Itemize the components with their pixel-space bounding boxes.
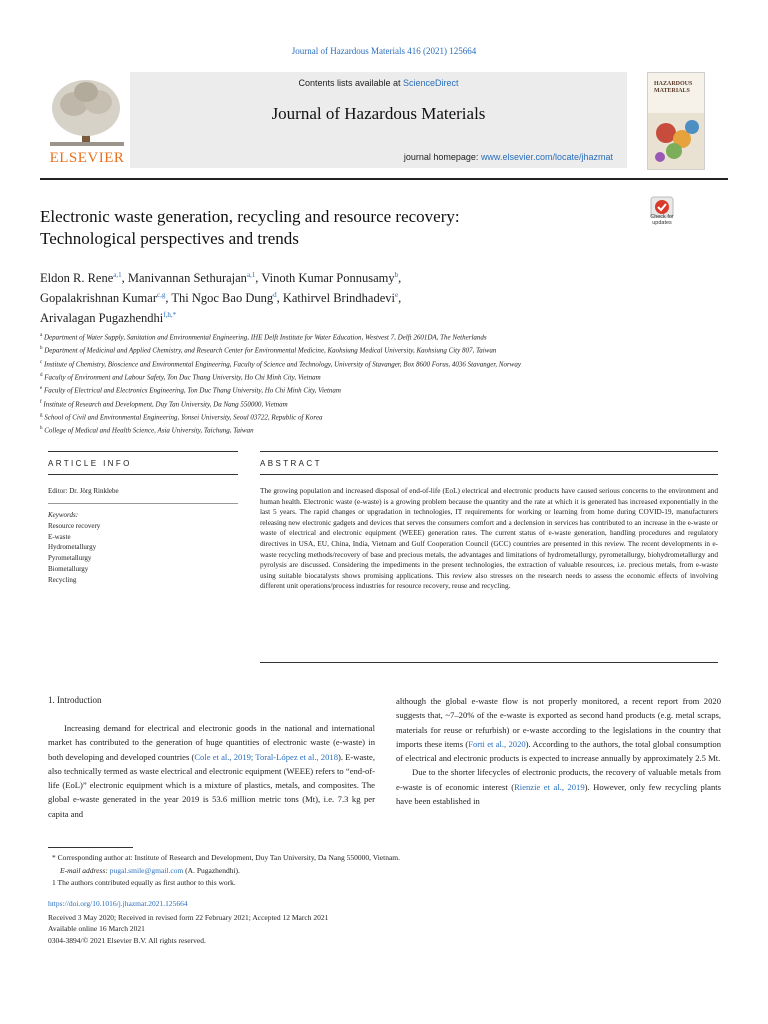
- keywords-block: [48, 510, 100, 586]
- keyword: Pyrometallurgy: [48, 554, 92, 563]
- author[interactable]: Arivalagan Pugazhendhi$^{f,h,*}$: [40, 311, 177, 326]
- affiliation: $^c$ Institute of Chemistry, Bioscience and Environmental Engineering, Faculty of Science and Technology, University of Stavanger, Box 8600 Forus, 4036 Stavanger, Norway: [40, 359, 521, 368]
- affiliation: $^e$ Faculty of Electrical and Electronics Engineering, Ton Duc Thang University, Ho Chi Minh City, Vietnam: [40, 386, 341, 395]
- author[interactable]: Gopalakrishnan Kumar$^{c,g}$: [40, 291, 166, 306]
- sciencedirect-link[interactable]: ScienceDirect: [403, 78, 459, 88]
- cover-title: HAZARDOUS MATERIALS: [654, 81, 693, 94]
- article-title: [40, 206, 620, 250]
- keyword: Recycling: [48, 575, 77, 584]
- keyword: Hydrometallurgy: [48, 543, 97, 552]
- affiliation: $^f$ Institute of Research and Development, Duy Tan University, Da Nang 550000, Vietnam: [40, 399, 288, 408]
- body-paragraph: Due to the shorter lifecycles of electronic products, the recovery of valuable metals from e-waste is of economic interest (Rienzie et al., 2019). However, only few recycling plants have been established in: [396, 767, 721, 807]
- keyword: Biometallurgy: [48, 564, 89, 573]
- article-info-rule: [48, 474, 238, 475]
- affiliation-list: [40, 330, 730, 437]
- journal-cover-thumbnail[interactable]: [647, 72, 705, 170]
- article-title-line-1: Electronic waste generation, recycling and resource recovery:: [40, 207, 460, 226]
- article-info-rule-top: [48, 451, 238, 452]
- contents-prefix: Contents lists available at: [298, 78, 404, 88]
- body-column-left: [48, 721, 375, 821]
- citation-link[interactable]: Forti et al., 2020: [468, 738, 526, 749]
- available-online: Available online 16 March 2021: [48, 924, 145, 934]
- editor-rule: [48, 503, 238, 504]
- doi-link[interactable]: https://doi.org/10.1016/j.jhazmat.2021.125664: [48, 899, 188, 908]
- keyword: Resource recovery: [48, 521, 101, 530]
- corresponding-author-note: * Corresponding author at: Institute of Research and Development, Duy Tan University, Da Nang 550000, Vietnam.: [52, 853, 400, 862]
- citation-link[interactable]: Rienzie et al., 2019: [514, 781, 585, 792]
- section-heading-introduction: 1. Introduction: [48, 695, 102, 705]
- abstract-heading: ABSTRACT: [260, 459, 322, 468]
- elsevier-wordmark: ELSEVIER: [49, 150, 125, 166]
- affiliation: $^g$ School of Civil and Environmental Engineering, Yonsei University, Seoul 03722, Republic of Korea: [40, 412, 323, 422]
- header-rule: [40, 178, 728, 180]
- author[interactable]: Kathirvel Brindhadevi$^e$: [282, 291, 399, 306]
- abstract-rule: [260, 474, 718, 475]
- affiliation: $^d$ Faculty of Environment and Labour Safety, Ton Duc Thang University, Ho Chi Minh City, Vietnam: [40, 372, 321, 382]
- email-note: E-mail address: pugal.smile@gmail.com (A. Pugazhendhi).: [60, 865, 240, 875]
- keywords-label: Keywords:: [48, 511, 79, 519]
- citation-link[interactable]: Cole et al., 2019; Toral-López et al., 2018: [194, 751, 338, 762]
- editor-line: Editor: Dr. Jörg Rinklebe: [48, 487, 119, 495]
- contents-line: [130, 78, 627, 88]
- equal-contribution-note: 1 The authors contributed equally as first author to this work.: [52, 878, 236, 887]
- copyright: 0304-3894/© 2021 Elsevier B.V. All rights reserved.: [48, 935, 206, 945]
- author-list: Eldon R. Rene$^{a,1}$, Manivannan Sethurajan$^{a,1}$, Vinoth Kumar Ponnusamy$^b$, Gopalakrishnan Kumar$^{c,g}$, Thi Ngoc Bao Dung$^d$, Kathirvel Brindhadevi$^e$, Arivalagan Pugazhendhi$^{f,h,*}$: [40, 271, 402, 326]
- affiliation: $^a$ Department of Water Supply, Sanitation and Environmental Engineering, IHE Delft Institute for Water Education, Westvest 7, Delft 2601DA, The Netherlands: [40, 333, 487, 342]
- check-for-updates-label: Check for updates: [650, 214, 674, 226]
- author[interactable]: Vinoth Kumar Ponnusamy$^b$: [261, 271, 399, 286]
- body-column-right: [396, 694, 721, 808]
- article-info-heading: ARTICLE INFO: [48, 459, 132, 468]
- article-title-line-2: Technological perspectives and trends: [40, 229, 299, 248]
- footnotes: [52, 852, 712, 890]
- abstract-rule-bottom: [260, 662, 718, 663]
- author[interactable]: Eldon R. Rene$^{a,1}$: [40, 271, 122, 286]
- author[interactable]: Thi Ngoc Bao Dung$^d$: [171, 291, 277, 306]
- abstract-rule-top: [260, 451, 718, 452]
- journal-citation-header[interactable]: Journal of Hazardous Materials 416 (2021) 125664: [291, 46, 477, 56]
- article-history: [48, 912, 328, 946]
- homepage-prefix: journal homepage:: [403, 152, 481, 162]
- journal-homepage-link[interactable]: www.elsevier.com/locate/jhazmat: [480, 152, 613, 162]
- affiliation: $^b$ Department of Medicinal and Applied Chemistry, and Research Center for Environmental Medicine, Kaohsiung Medical University, Kaohsiung City 807, Taiwan: [40, 346, 497, 355]
- footnote-rule: [48, 847, 133, 848]
- journal-homepage-line: [130, 152, 627, 162]
- abstract-text: The growing population and increased disposal of end-of-life (EoL) electrical and electronic products have caused serious concerns to the environment and human health. Electronic waste (e-waste) is a growing problem because the quantity and the rate at which it is generated has increased exponentially in the last 5 years. The rapid changes or upgradation in technologies, IT requirements for working or learning from home during COVID-19, manufacturers releasing new electronic gadgets and devices that serves the consumers comfort and a declension in services has contributed to an increase in the e-waste or waste of electrical and electronic equipment (WEEE) generation rates. The current status of e-waste generation, handling procedures and regulatory directives in USA, EU, China, India, Vietnam and Gulf Cooperation Council (GCC) countries are presented in this review. The recent developments in e-waste recycling methods/recovery of base and precious metals, the advantages and limitations of hydrometallurgy, pyrometallurgy, biohydrometallurgy and pyrolysis are discussed. Considering the impediments in the present technologies, the extraction of valuable resources, i.e. precious metals, from e-waste using suitable biocatalysts shows promising applications. This review also stresses on the research needs to assess the economic effects of involving different unit operations/process industries for resource recovery, reuse and recycling.: [260, 486, 718, 591]
- body-paragraph: Increasing demand for electrical and electronic goods in the national and international market has contributed to the generation of huge quantities of electronic waste (e-waste) in both developing and developed countries (Cole et al., 2019; Toral-López et al., 2018). E-waste, also technically termed as waste electrical and electronic equipment (WEEE) refers to “end-of-life (EoL)” electronic equipment which is a mixture of plastics, metals, and composites. The global e-waste generated in the year 2019 is 53.6 million metric tons (Mt), i.e. 7.3 kg per capita and: [48, 723, 375, 819]
- body-paragraph: although the global e-waste flow is not properly monitored, a recent report from 2020 suggests that, ~7–20% of the e-waste is exported as second hand products (e.g. metal scraps, materials for reuse or refurbish) or e-waste according to the legislations in the country that imports these items (Forti et al., 2020). According to the authors, the total global consumption of electrical and electronic products is expected to increase annually by approximately 2.5 Mt.: [396, 696, 721, 764]
- author[interactable]: Manivannan Sethurajan$^{a,1}$: [127, 271, 256, 286]
- received-dates: Received 3 May 2020; Received in revised form 22 February 2021; Accepted 12 March 2021: [48, 913, 329, 922]
- journal-title: Journal of Hazardous Materials: [271, 104, 486, 123]
- affiliation: $^h$ College of Medical and Health Science, Asia University, Taichung, Taiwan: [40, 426, 254, 435]
- keyword: E-waste: [48, 532, 71, 541]
- email-link[interactable]: pugal.smile@gmail.com: [109, 865, 184, 875]
